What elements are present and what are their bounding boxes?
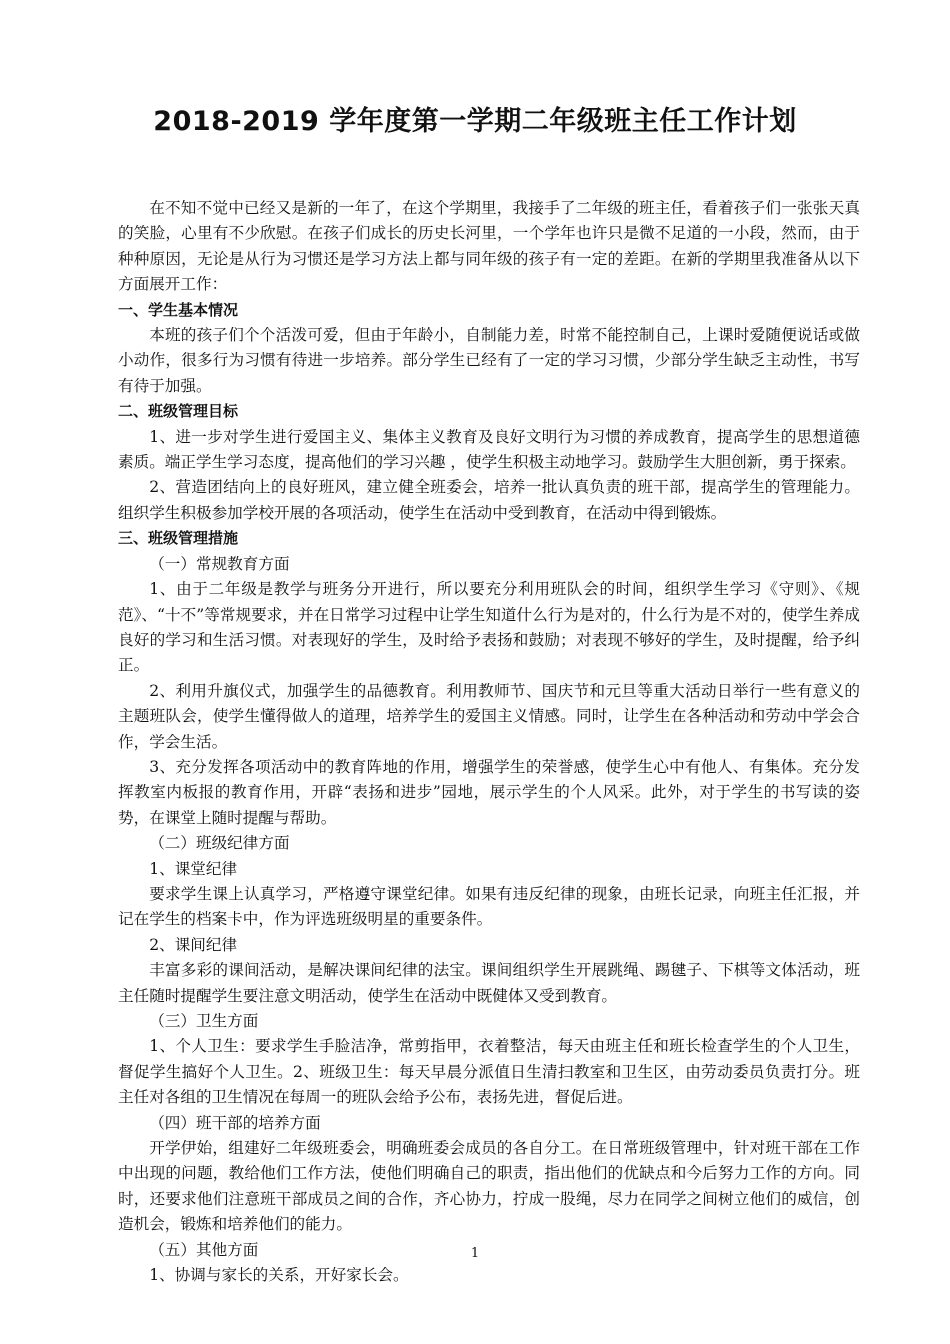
body-paragraph: 2、营造团结向上的良好班风，建立健全班委会，培养一批认真负责的班干部，提高学生的管理能力。组织学生积极参加学校开展的各项活动，使学生在活动中受到教育，在活动中得到锻炼。 <box>118 478 860 522</box>
section-heading: 一、学生基本情况 <box>118 300 239 319</box>
body-paragraph: 3、充分发挥各项活动中的教育阵地的作用，增强学生的荣誉感，使学生心中有他人、有集体。充分发挥教室内板报的教育作用，开辟“表扬和进步”园地，展示学生的个人风采。此外，对于学生的书写读的姿势，在课堂上随时提醒与帮助。 <box>118 757 860 827</box>
body-paragraph: 在不知不觉中已经又是新的一年了，在这个学期里，我接手了二年级的班主任，看着孩子们一张张天真的笑脸，心里有不少欣慰。在孩子们成长的历史长河里，一个学年也许只是微不足道的一小段，然而，由于种种原因，无论是从行为习惯还是学习方法上都与同年级的孩子有一定的差距。在新的学期里我准备从以下方面展开工作： <box>118 199 860 294</box>
body-paragraph: 1、个人卫生：要求学生手脸洁净，常剪指甲，衣着整洁，每天由班主任和班长检查学生的个人卫生，督促学生搞好个人卫生。2、班级卫生：每天早晨分派值日生清扫教室和卫生区，由劳动委员负责打分。班主任对各组的卫生情况在每周一的班队会给予公布，表扬先进，督促后进。 <box>118 1037 860 1107</box>
document-title: 2018-2019 学年度第一学期二年级班主任工作计划 <box>153 106 797 137</box>
subsection-heading: （四）班干部的培养方面 <box>149 1113 321 1132</box>
body-paragraph: 1、进一步对学生进行爱国主义、集体主义教育及良好文明行为习惯的养成教育，提高学生的思想道德素质。端正学生学习态度，提高他们的学习兴趣 ，使学生积极主动地学习。鼓励学生大胆创新，勇于探索。 <box>118 427 860 472</box>
section-heading: 二、班级管理目标 <box>118 402 239 421</box>
page-number: 1 <box>470 1246 480 1261</box>
body-paragraph: 开学伊始，组建好二年级班委会，明确班委会成员的各自分工。在日常班级管理中，针对班干部在工作中出现的问题，教给他们工作方法，使他们明确自己的职责，指出他们的优缺点和今后努力工作的方向。同时，还要求他们注意班干部成员之间的合作，齐心协力，拧成一股绳，尽力在同学之间树立他们的威信，创造机会，锻炼和培养他们的能力。 <box>118 1139 860 1234</box>
document-body <box>118 196 860 1288</box>
body-paragraph: 2、课间纪律 <box>149 935 238 954</box>
body-paragraph: 1、由于二年级是教学与班务分开进行，所以要充分利用班队会的时间，组织学生学习《守则》、《规范》、“十不”等常规要求，并在日常学习过程中让学生知道什么行为是对的，什么行为是不对的，使学生养成良好的学习和生活习惯。对表现好的学生，及时给予表扬和鼓励；对表现不够好的学生，及时提醒，给予纠正。 <box>118 580 860 675</box>
body-paragraph: 2、利用升旗仪式，加强学生的品德教育。利用教师节、国庆节和元旦等重大活动日举行一些有意义的主题班队会，使学生懂得做人的道理，培养学生的爱国主义情感。同时，让学生在各种活动和劳动中学会合作，学会生活。 <box>118 681 860 751</box>
body-paragraph: 丰富多彩的课间活动，是解决课间纪律的法宝。课间组织学生开展跳绳、踢毽子、下棋等文体活动，班主任随时提醒学生要注意文明活动，使学生在活动中既健体又受到教育。 <box>118 961 860 1005</box>
body-paragraph: 1、课堂纪律 <box>149 859 238 878</box>
subsection-heading: （五）其他方面 <box>149 1240 259 1259</box>
body-paragraph: 1、协调与家长的关系，开好家长会。 <box>149 1266 409 1285</box>
subsection-heading: （一）常规教育方面 <box>149 554 290 573</box>
body-paragraph: 要求学生课上认真学习，严格遵守课堂纪律。如果有违反纪律的现象，由班长记录，向班主任汇报，并记在学生的档案卡中，作为评选班级明星的重要条件。 <box>118 884 860 929</box>
body-paragraph: 本班的孩子们个个活泼可爱，但由于年龄小，自制能力差，时常不能控制自己，上课时爱随便说话或做小动作，很多行为习惯有待进一步培养。部分学生已经有了一定的学习习惯，少部分学生缺乏主动性，书写有待于加强。 <box>118 326 860 395</box>
subsection-heading: （三）卫生方面 <box>149 1012 259 1030</box>
subsection-heading: （二）班级纪律方面 <box>149 834 290 853</box>
section-heading: 三、班级管理措施 <box>118 529 239 548</box>
